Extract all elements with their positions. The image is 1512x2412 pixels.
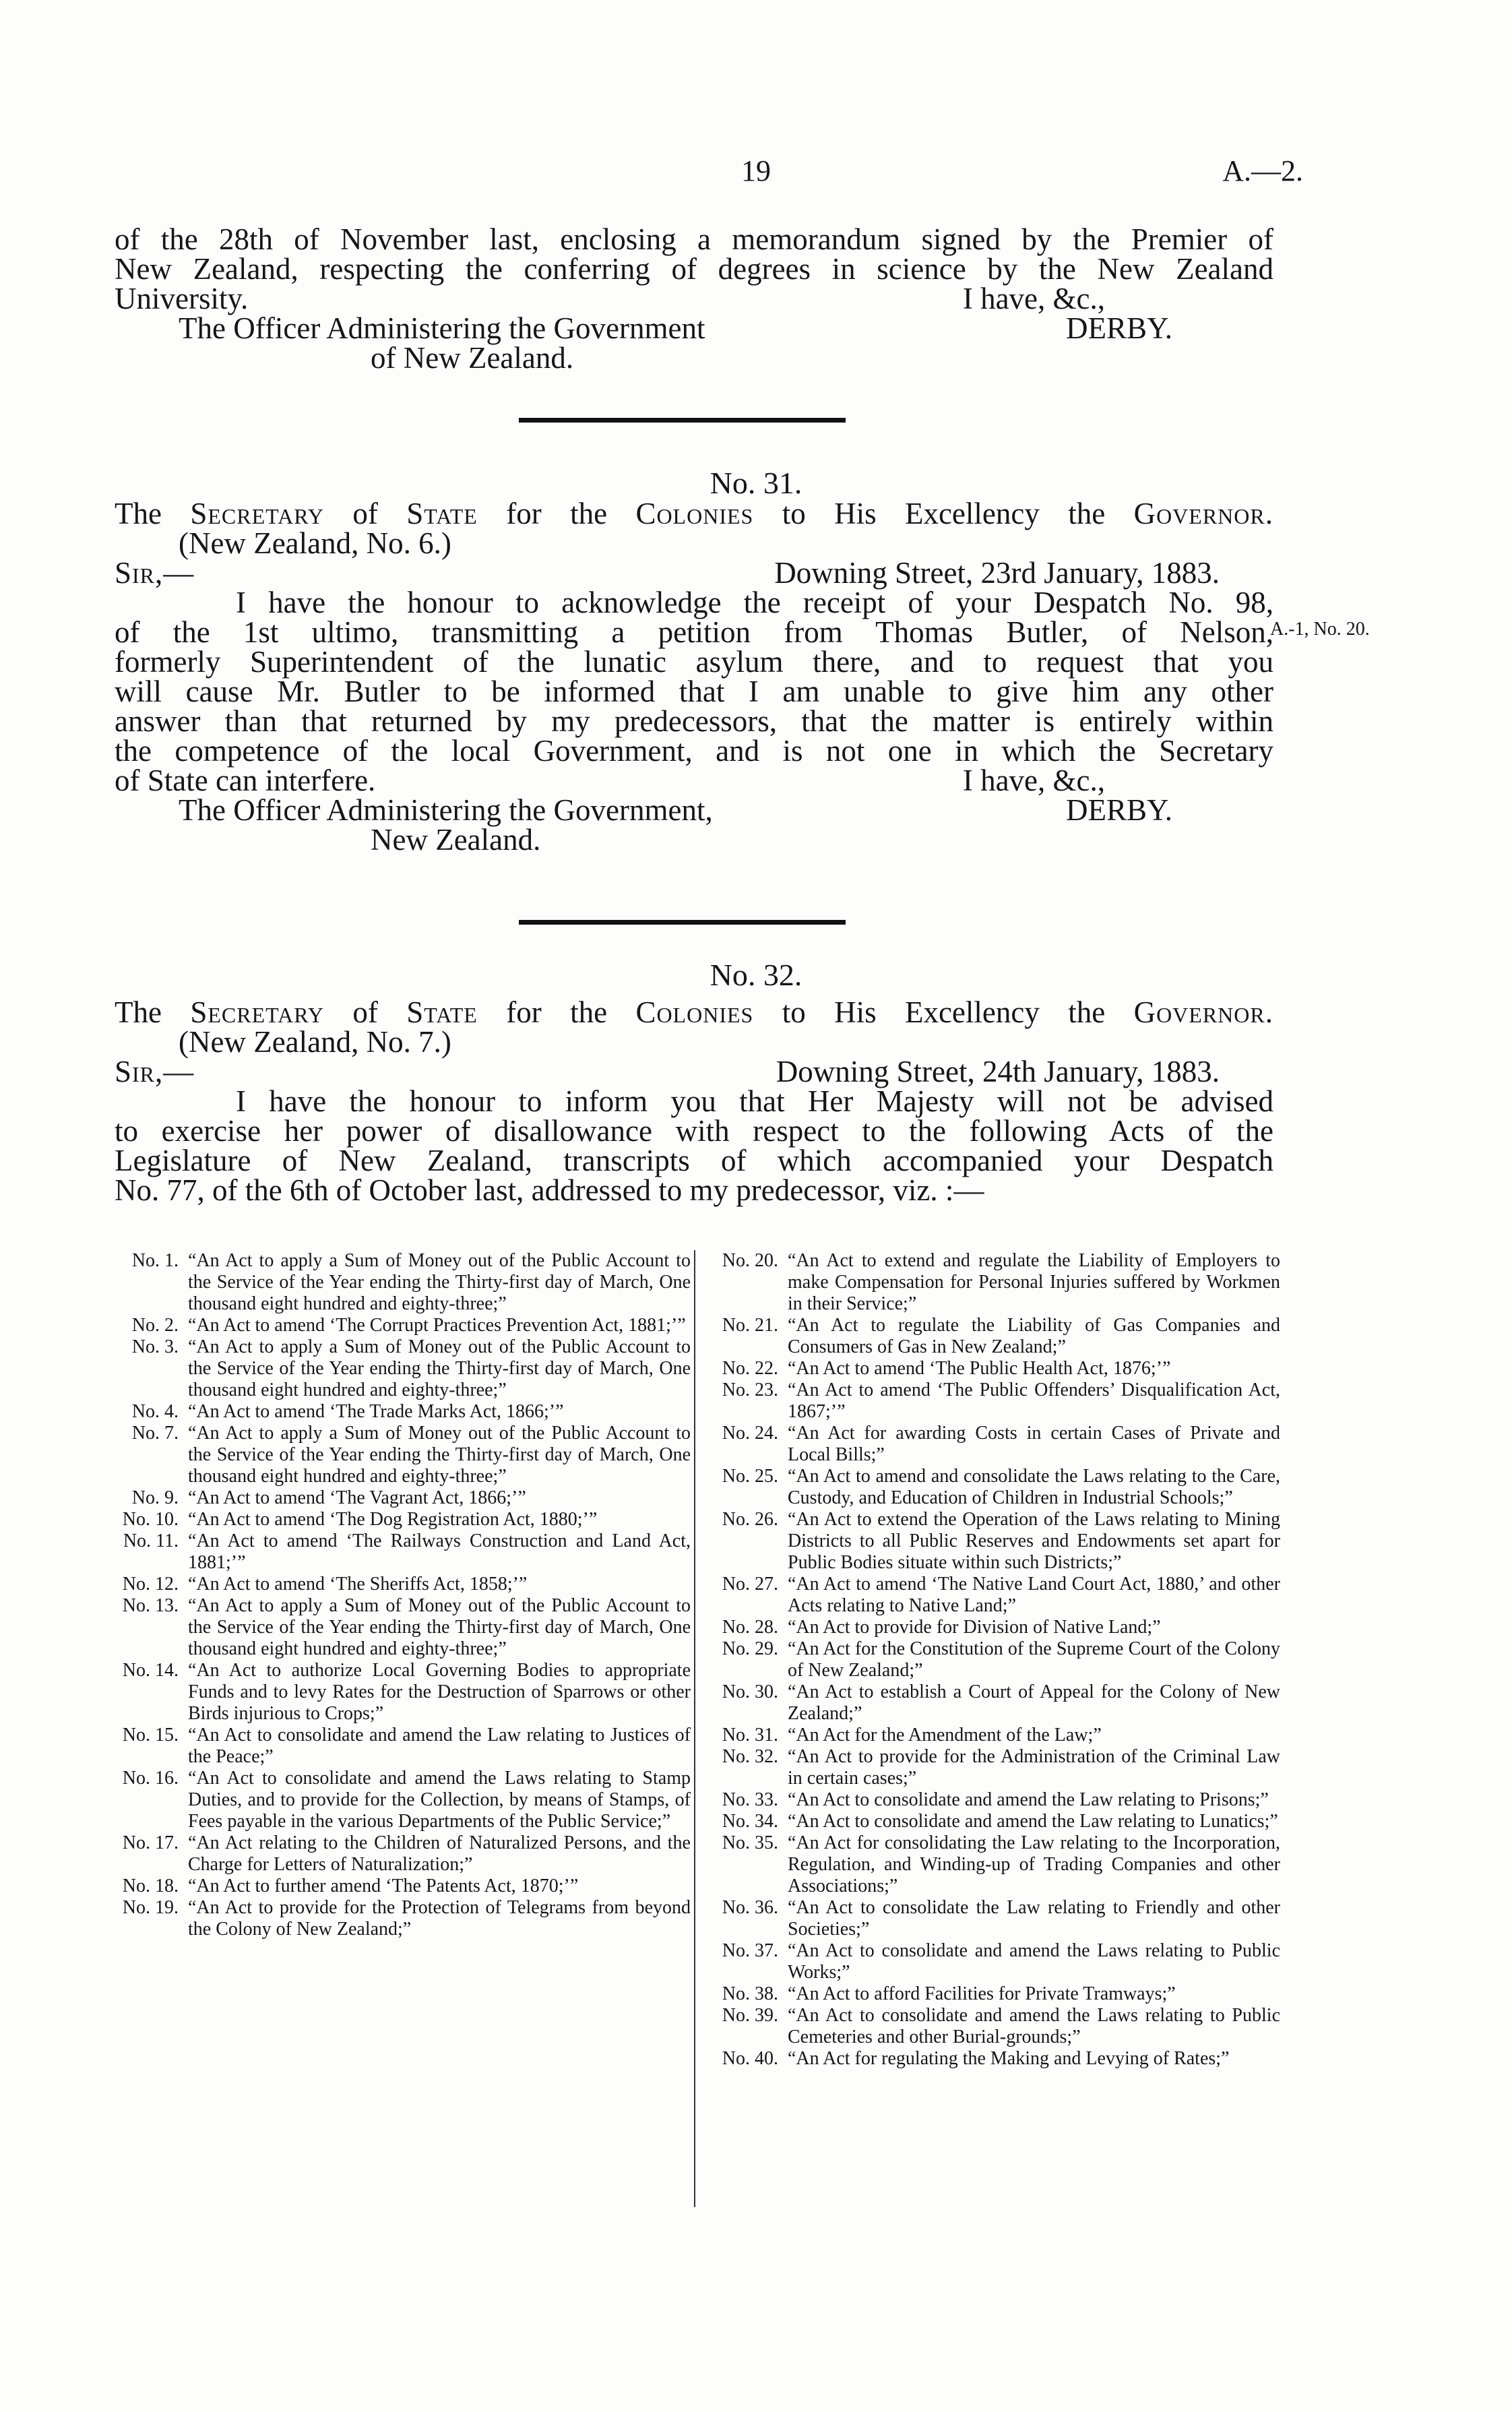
addressee: New Zealand. (371, 823, 541, 857)
body-line: formerly Superintendent of the lunatic asylum there, and to request that you (115, 645, 1273, 679)
act-title: “An Act for the Amendment of the Law;” (788, 1725, 1102, 1745)
body-line: New Zealand, respecting the conferring of degrees in science by the New Zealand (115, 252, 1273, 286)
act-entry (701, 2005, 1280, 2048)
act-entry (101, 1725, 691, 1768)
body-line: Legislature of New Zealand, transcripts of which accompanied your Despatch (115, 1144, 1273, 1177)
act-number: No. 7. (131, 1423, 179, 1444)
act-title: “An Act to afford Facilities for Private Tramways;” (788, 1983, 1176, 2004)
act-entry (701, 1617, 1280, 1638)
act-title: “An Act to consolidate and amend the Law relating to Justices of the Peace;” (188, 1725, 691, 1767)
act-entry (701, 1380, 1280, 1423)
act-entry (101, 1423, 691, 1487)
act-title: “An Act for the Constitution of the Supreme Court of the Colony of New Zealand;” (788, 1638, 1280, 1681)
act-number: No. 25. (722, 1466, 778, 1487)
act-title: “An Act to amend and consolidate the Laws relating to the Care, Custody, and Education of Children in Industrial Schools;” (788, 1466, 1280, 1508)
act-entry (701, 1746, 1280, 1789)
act-entry (101, 1401, 691, 1423)
body-line: of the 28th of November last, enclosing a memorandum signed by the Premier of (115, 222, 1273, 256)
act-title: “An Act for awarding Costs in certain Cases of Private and Local Bills;” (788, 1423, 1280, 1465)
act-entry (101, 1315, 691, 1336)
act-entry (101, 1574, 691, 1595)
addressee-line (115, 795, 1273, 825)
act-title: “An Act to apply a Sum of Money out of the Public Account to the Service of the Year ending the Thirty-first day of March, One thousand eight hundred and eighty-three;” (188, 1595, 691, 1659)
act-number: No. 20. (722, 1250, 778, 1271)
addressee: of New Zealand. (371, 341, 574, 375)
act-title: “An Act to consolidate the Law relating to Friendly and other Societies;” (788, 1897, 1280, 1940)
act-number: No. 37. (722, 1940, 778, 1961)
body-line: I have the honour to acknowledge the receipt of your Despatch No. 98, (236, 586, 1273, 619)
act-title: “An Act to amend ‘The Native Land Court Act, 1880,’ and other Acts relating to Native Land;” (788, 1574, 1280, 1616)
page-number: 19 (741, 154, 771, 187)
act-title: “An Act to consolidate and amend the Law relating to Lunatics;” (788, 1811, 1278, 1832)
letter-32 (115, 997, 1273, 1205)
act-entry (101, 1509, 691, 1530)
act-number: No. 12. (122, 1574, 179, 1595)
act-number: No. 13. (122, 1595, 179, 1616)
act-entry (701, 1897, 1280, 1940)
act-number: No. 31. (722, 1725, 778, 1745)
act-entry (701, 1811, 1280, 1832)
act-number: No. 24. (722, 1423, 778, 1444)
act-title: “An Act to extend and regulate the Liability of Employers to make Compensation for Personal Injuries suffered by Workmen in their Service;” (788, 1250, 1280, 1314)
act-entry (701, 1725, 1280, 1746)
place-date: Downing Street, 24th January, 1883. (776, 1055, 1220, 1088)
letter-title: The Secretary of State for the Colonies to His Excellency the Governor. (115, 497, 1273, 530)
act-number: No. 32. (722, 1746, 778, 1767)
act-number: No. 1. (131, 1250, 179, 1271)
act-number: No. 21. (722, 1315, 778, 1336)
act-entry (701, 1681, 1280, 1725)
act-title: “An Act to amend ‘The Dog Registration Act, 1880;’” (188, 1509, 598, 1530)
act-entry (101, 1250, 691, 1315)
act-entry (101, 1876, 691, 1897)
act-number: No. 10. (122, 1509, 179, 1530)
act-title: “An Act relating to the Children of Naturalized Persons, and the Charge for Letters of Naturalization;” (188, 1832, 691, 1875)
act-entry (701, 1574, 1280, 1617)
act-title: “An Act to provide for the Administration of the Criminal Law in certain cases;” (788, 1746, 1280, 1789)
act-entry (101, 1832, 691, 1876)
act-entry (101, 1595, 691, 1660)
act-entry (701, 2048, 1280, 2070)
salutation-line (115, 558, 1273, 588)
acts-list-right-column (701, 1250, 1280, 2070)
act-number: No. 22. (722, 1358, 778, 1379)
act-title: “An Act for consolidating the Law relating to the Incorporation, Regulation, and Winding-up of Trading Companies and other Associations;” (788, 1832, 1280, 1896)
act-number: No. 35. (722, 1832, 778, 1853)
closing-line (115, 766, 1273, 795)
act-title: “An Act to authorize Local Governing Bodies to appropriate Funds and to levy Rates for the Destruction of Sparrows or other Birds injurious to Crops;” (188, 1660, 691, 1724)
act-title: “An Act for regulating the Making and Levying of Rates;” (788, 2048, 1230, 2069)
act-entry (701, 1832, 1280, 1897)
body-line: of the 1st ultimo, transmitting a petition from Thomas Butler, of Nelson, (115, 615, 1273, 649)
act-title: “An Act to apply a Sum of Money out of the Public Account to the Service of the Year ending the Thirty-first day of March, One thousand eight hundred and eighty-three;” (188, 1423, 691, 1487)
letter-number: No. 31. (710, 466, 802, 500)
act-number: No. 17. (122, 1832, 179, 1853)
act-title: “An Act to further amend ‘The Patents Act, 1870;’” (188, 1876, 579, 1896)
act-number: No. 33. (722, 1789, 778, 1810)
act-number: No. 18. (122, 1876, 179, 1896)
body-line: I have the honour to inform you that Her Majesty will not be advised (236, 1084, 1273, 1118)
act-entry (701, 1940, 1280, 1983)
salutation: Sir,— (115, 1055, 195, 1088)
act-entry (101, 1660, 691, 1725)
act-title: “An Act to amend ‘The Public Offenders’ Disqualification Act, 1867;’” (788, 1380, 1280, 1422)
act-number: No. 4. (131, 1401, 179, 1422)
act-entry (701, 1789, 1280, 1811)
act-number: No. 39. (722, 2005, 778, 2026)
act-title: “An Act to amend ‘The Railways Construction and Land Act, 1881;’” (188, 1530, 691, 1573)
body-line: will cause Mr. Butler to be informed that I am unable to give him any other (115, 675, 1273, 708)
closing-formula: I have, &c., (962, 282, 1105, 315)
act-entry (701, 1638, 1280, 1681)
addressee: The Officer Administering the Government, (179, 793, 713, 827)
section-divider (519, 418, 846, 423)
act-number: No. 27. (722, 1574, 778, 1595)
act-number: No. 16. (122, 1768, 179, 1789)
act-entry (101, 1897, 691, 1940)
act-title: “An Act to amend ‘The Public Health Act, 1876;’” (788, 1358, 1171, 1379)
act-number: No. 40. (722, 2048, 778, 2069)
act-title: “An Act to amend ‘The Corrupt Practices Prevention Act, 1881;’” (188, 1315, 686, 1336)
act-number: No. 36. (722, 1897, 778, 1918)
place-date: Downing Street, 23rd January, 1883. (774, 556, 1220, 590)
act-number: No. 15. (122, 1725, 179, 1745)
body-line: to exercise her power of disallowance with respect to the following Acts of the (115, 1114, 1273, 1148)
act-title: “An Act to regulate the Liability of Gas Companies and Consumers of Gas in New Zealand;” (788, 1315, 1280, 1357)
addressee: The Officer Administering the Government (179, 311, 705, 345)
act-entry (101, 1336, 691, 1401)
section-divider (519, 920, 846, 925)
act-number: No. 28. (722, 1617, 778, 1638)
despatch-series: (New Zealand, No. 6.) (179, 526, 451, 560)
closing-formula: I have, &c., (962, 764, 1105, 797)
letter-30-end (115, 224, 1273, 373)
act-title: “An Act to consolidate and amend the Laws relating to Stamp Duties, and to provide for the Collection, by means of Stamps, of Fees payable in the various Departments of the Public Service;” (188, 1768, 691, 1832)
act-entry (701, 1466, 1280, 1509)
act-number: No. 2. (131, 1315, 179, 1336)
body-line: No. 77, of the 6th of October last, addressed to my predecessor, viz. :— (115, 1173, 984, 1207)
act-title: “An Act to establish a Court of Appeal for the Colony of New Zealand;” (788, 1681, 1280, 1724)
act-number: No. 30. (722, 1681, 778, 1702)
act-number: No. 29. (722, 1638, 778, 1659)
act-title: “An Act to amend ‘The Sheriffs Act, 1858;’” (188, 1574, 528, 1595)
act-number: No. 11. (123, 1530, 179, 1551)
letter-31 (115, 499, 1273, 855)
act-number: No. 3. (131, 1336, 179, 1357)
act-entry (101, 1487, 691, 1509)
act-title: “An Act to amend ‘The Vagrant Act, 1866;’” (188, 1487, 526, 1508)
act-number: No. 9. (131, 1487, 179, 1508)
salutation: Sir,— (115, 556, 195, 590)
body-line: the competence of the local Government, and is not one in which the Secretary (115, 734, 1273, 768)
letter-title: The Secretary of State for the Colonies to His Excellency the Governor. (115, 995, 1273, 1029)
despatch-series: (New Zealand, No. 7.) (179, 1025, 451, 1059)
column-divider (694, 1250, 695, 2207)
signature: DERBY. (1066, 793, 1172, 827)
body-line: of State can interfere. (115, 764, 376, 797)
signature: DERBY. (1066, 311, 1172, 345)
act-entry (701, 1423, 1280, 1466)
act-number: No. 19. (122, 1897, 179, 1918)
act-title: “An Act to apply a Sum of Money out of the Public Account to the Service of the Year ending the Thirty-first day of March, One thousand eight hundred and eighty-three;” (188, 1250, 691, 1314)
act-number: No. 14. (122, 1660, 179, 1681)
act-title: “An Act to provide for the Protection of Telegrams from beyond the Colony of New Zealand;” (188, 1897, 691, 1940)
act-entry (701, 1983, 1280, 2005)
act-entry (701, 1509, 1280, 1574)
act-title: “An Act to consolidate and amend the Law relating to Prisons;” (788, 1789, 1269, 1810)
acts-list-left-column (101, 1250, 691, 1940)
act-title: “An Act to provide for Division of Native Land;” (788, 1617, 1161, 1638)
body-line: answer than that returned by my predecessors, that the matter is entirely within (115, 704, 1273, 738)
margin-note: A.-1, No. 20. (1270, 619, 1370, 640)
act-entry (101, 1768, 691, 1832)
act-entry (101, 1530, 691, 1574)
body-line: University. (115, 282, 249, 315)
act-entry (701, 1250, 1280, 1315)
letter-number: No. 32. (710, 958, 802, 992)
act-title: “An Act to amend ‘The Trade Marks Act, 1866;’” (188, 1401, 564, 1422)
closing-line (115, 284, 1273, 313)
act-title: “An Act to consolidate and amend the Laws relating to Public Cemeteries and other Burial-grounds;” (788, 2005, 1280, 2047)
act-number: No. 38. (722, 1983, 778, 2004)
document-reference: A.—2. (1222, 154, 1303, 187)
act-number: No. 34. (722, 1811, 778, 1832)
act-title: “An Act to apply a Sum of Money out of the Public Account to the Service of the Year ending the Thirty-first day of March, One thousand eight hundred and eighty-three;” (188, 1336, 691, 1400)
act-number: No. 23. (722, 1380, 778, 1400)
act-title: “An Act to consolidate and amend the Laws relating to Public Works;” (788, 1940, 1280, 1983)
act-entry (701, 1358, 1280, 1380)
act-title: “An Act to extend the Operation of the Laws relating to Mining Districts to all Public Reserves and Endowments set apart for Public Bodies situate within such Districts;” (788, 1509, 1280, 1573)
addressee-line (115, 313, 1273, 343)
act-number: No. 26. (722, 1509, 778, 1530)
act-entry (701, 1315, 1280, 1358)
salutation-line (115, 1057, 1273, 1086)
